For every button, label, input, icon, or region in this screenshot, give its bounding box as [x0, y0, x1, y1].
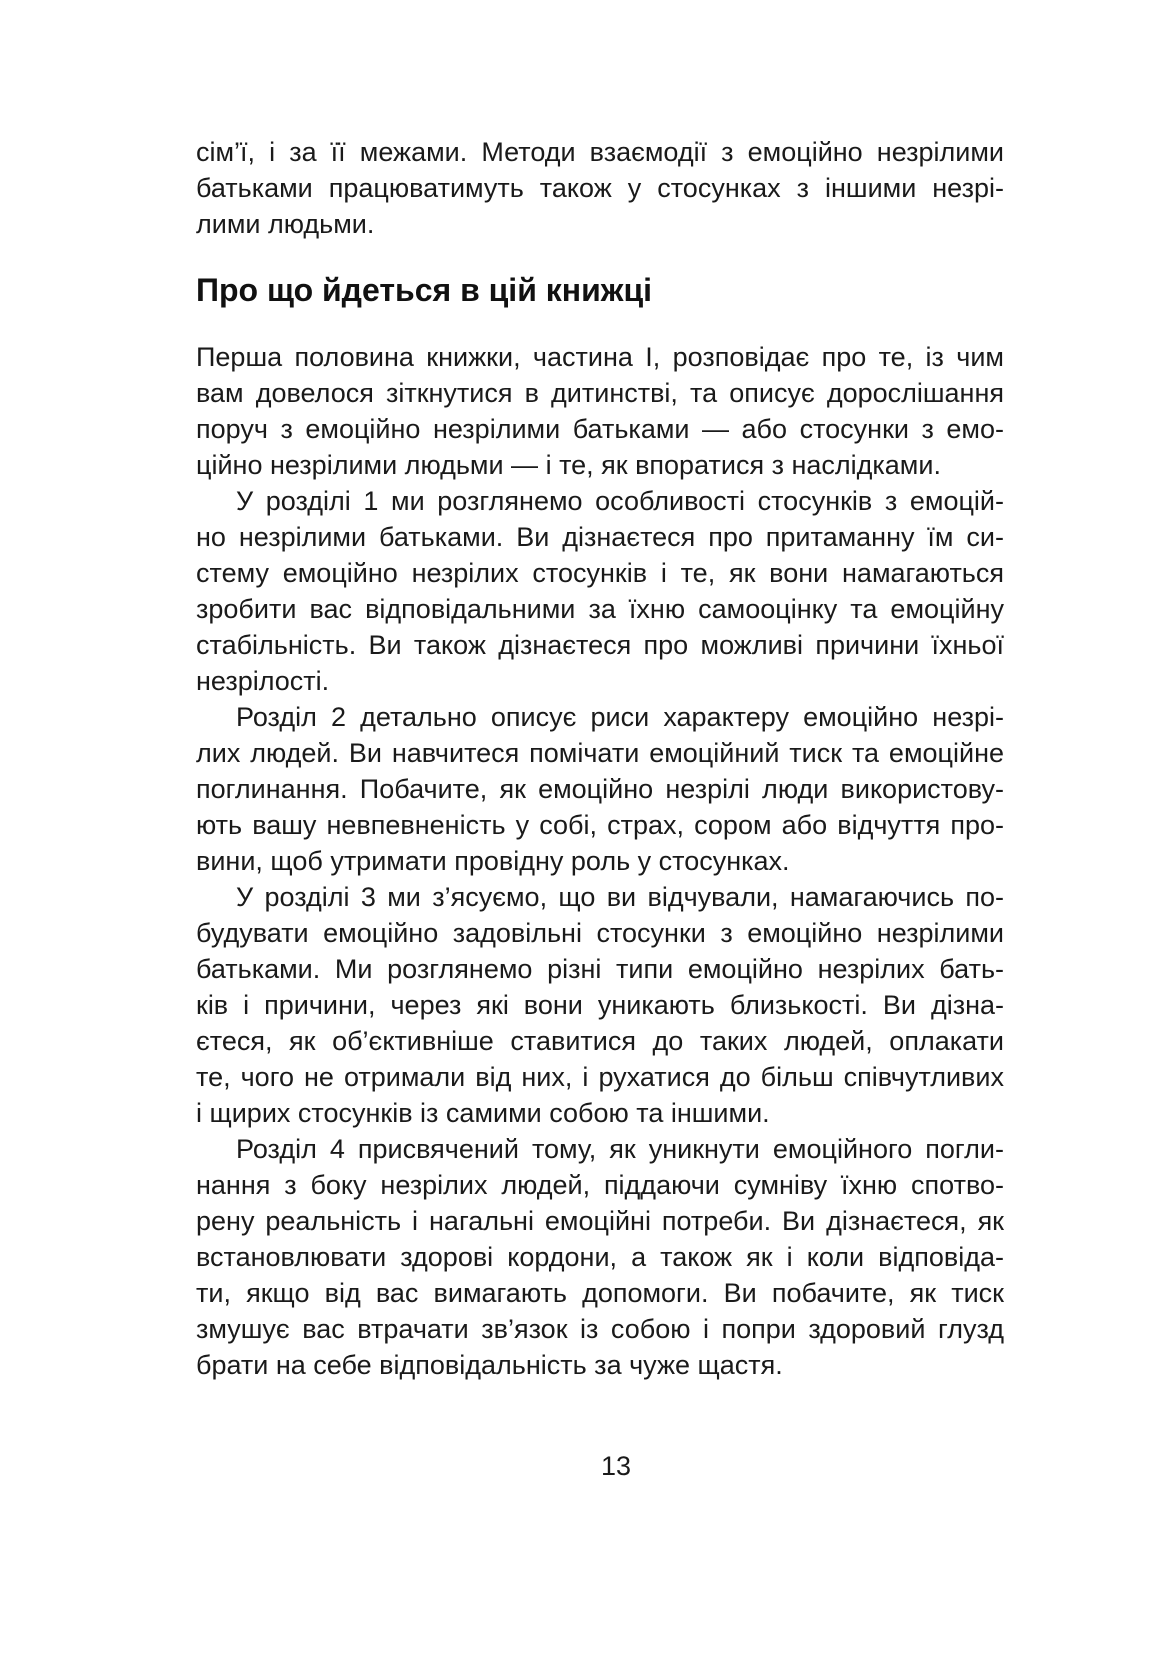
- paragraph-2: [196, 483, 1004, 699]
- text-line: рену реальність і нагальні емоційні потреби. Ви дізнаєтеся, як: [196, 1206, 1004, 1236]
- text-line: і щирих стосунків із самими собою та іншими.: [196, 1098, 770, 1128]
- text-line: сім’ї, і за її межами. Методи взаємодії з емоційно незрілими: [196, 137, 1004, 167]
- text-line: Розділ 4 присвячений тому, як уникнути емоційного погли-: [236, 1134, 1004, 1164]
- text-line: но незрілими батьками. Ви дізнаєтеся про притаманну їм си-: [196, 522, 1004, 552]
- paragraph-4: [196, 879, 1004, 1131]
- text-line: встановлювати здорові кордони, а також як і коли відповіда-: [196, 1242, 1004, 1272]
- text-line: Розділ 2 детально описує риси характеру емоційно незрі-: [236, 702, 1004, 732]
- page-number: 13: [600, 1451, 632, 1481]
- text-line: ків і причини, через які вони уникають близькості. Ви дізна-: [196, 990, 1004, 1020]
- text-line: зробити вас відповідальними за їхню самооцінку та емоційну: [196, 594, 1004, 624]
- text-line: єтеся, як об’єктивніше ставитися до таких людей, оплакати: [196, 1026, 1004, 1056]
- text-line: те, чого не отримали від них, і рухатися до більш співчутливих: [196, 1062, 1004, 1092]
- text-line: батьками. Ми розглянемо різні типи емоційно незрілих бать-: [196, 954, 1004, 984]
- section-heading: Про що йдеться в цій книжці: [196, 272, 653, 308]
- text-line: ють вашу невпевненість у собі, страх, сором або відчуття про-: [196, 810, 1004, 840]
- text-line: змушує вас втрачати зв’язок із собою і попри здоровий глузд: [196, 1314, 1004, 1344]
- text-line: У розділі 1 ми розглянемо особливості стосунків з емоцій-: [236, 486, 1004, 516]
- text-line: поруч з емоційно незрілими батьками — або стосунки з емо-: [196, 414, 1004, 444]
- section-body: [196, 339, 1004, 1383]
- text-line: ти, якщо від вас вимагають допомоги. Ви побачите, як тиск: [196, 1278, 1004, 1308]
- text-line: Перша половина книжки, частина І, розповідає про те, із чим: [196, 342, 1004, 372]
- paragraph-5: [196, 1131, 1004, 1383]
- text-line: У розділі 3 ми з’ясуємо, що ви відчували, намагаючись по-: [236, 882, 1004, 912]
- text-line: стему емоційно незрілих стосунків і те, як вони намагаються: [196, 558, 1004, 588]
- intro-paragraph: [196, 134, 1004, 242]
- text-line: стабільність. Ви також дізнаєтеся про можливі причини їхньої: [196, 630, 1004, 660]
- text-line: нання з боку незрілих людей, піддаючи сумніву їхню спотво-: [196, 1170, 1004, 1200]
- text-line: будувати емоційно задовільні стосунки з емоційно незрілими: [196, 918, 1004, 948]
- text-line: батьками працюватимуть також у стосунках з іншими незрі-: [196, 173, 1004, 203]
- text-line: лими людьми.: [196, 209, 375, 239]
- text-line: ційно незрілими людьми — і те, як впоратися з наслідками.: [196, 450, 941, 480]
- text-line: вам довелося зіткнутися в дитинстві, та описує дорослішання: [196, 378, 1004, 408]
- paragraph-1: [196, 339, 1004, 483]
- text-line: поглинання. Побачите, як емоційно незрілі люди використову-: [196, 774, 1004, 804]
- text-line: брати на себе відповідальність за чуже щастя.: [196, 1350, 783, 1380]
- text-line: вини, щоб утримати провідну роль у стосунках.: [196, 846, 790, 876]
- text-line: лих людей. Ви навчитеся помічати емоційний тиск та емоційне: [196, 738, 1004, 768]
- text-line: незрілості.: [196, 666, 330, 696]
- paragraph-3: [196, 699, 1004, 879]
